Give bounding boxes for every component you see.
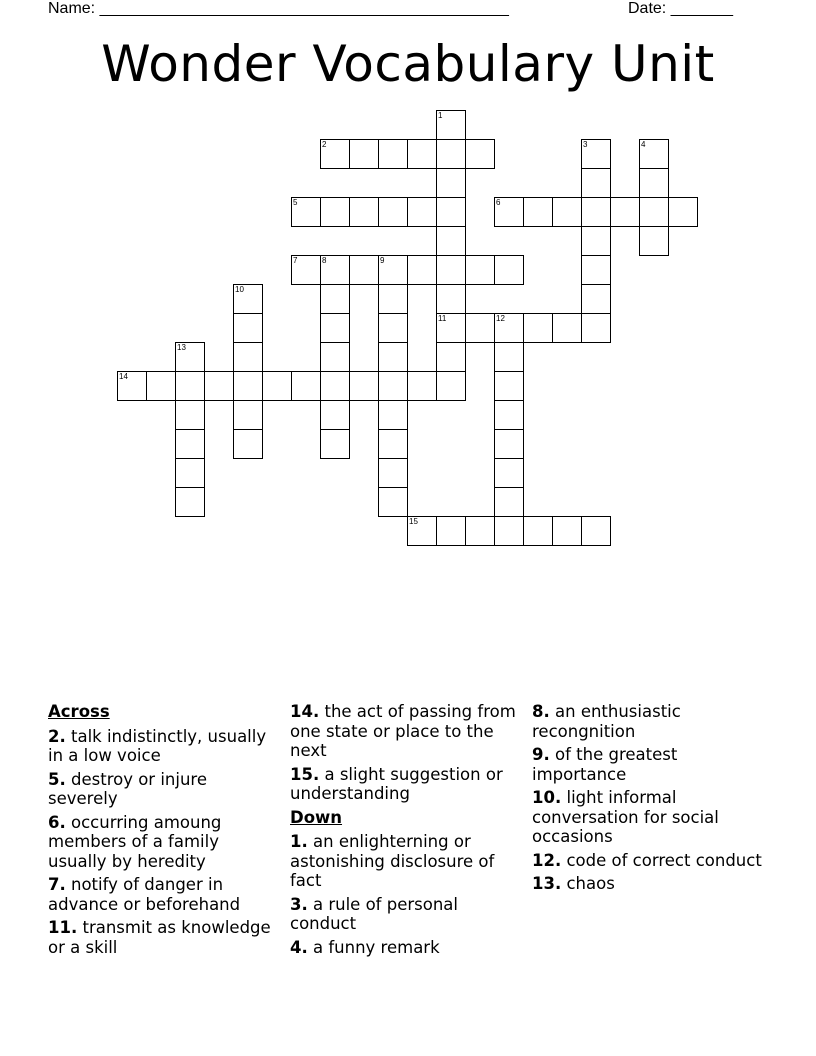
clue-number: 15. xyxy=(290,764,320,784)
crossword-cell[interactable] xyxy=(175,342,205,372)
down-heading: Down xyxy=(290,807,343,827)
crossword-cell[interactable] xyxy=(320,400,350,430)
crossword-cell[interactable] xyxy=(291,371,321,401)
crossword-cell[interactable] xyxy=(146,371,176,401)
crossword-cell[interactable] xyxy=(378,139,408,169)
clue-down-4 xyxy=(290,938,522,958)
clue-across-2 xyxy=(48,727,280,766)
crossword-cell[interactable] xyxy=(378,197,408,227)
clue-text: a funny remark xyxy=(313,937,440,957)
clue-across-11 xyxy=(48,918,280,957)
clues-column-1 xyxy=(48,702,280,961)
crossword-cell[interactable] xyxy=(407,371,437,401)
crossword-cell[interactable] xyxy=(262,371,292,401)
crossword-cell[interactable] xyxy=(349,371,379,401)
crossword-cell[interactable] xyxy=(581,284,611,314)
crossword-cell[interactable] xyxy=(581,168,611,198)
crossword-cell[interactable] xyxy=(494,516,524,546)
crossword-cell[interactable] xyxy=(378,458,408,488)
crossword-cell[interactable] xyxy=(378,255,408,285)
clues-column-3 xyxy=(532,702,764,898)
header xyxy=(48,0,748,20)
crossword-cell[interactable] xyxy=(436,110,466,140)
crossword-cell[interactable] xyxy=(175,487,205,517)
crossword-cell[interactable] xyxy=(378,284,408,314)
clue-number: 6. xyxy=(48,812,66,832)
cell-number: 4 xyxy=(641,140,646,149)
cell-number: 5 xyxy=(293,198,298,207)
crossword-cell[interactable] xyxy=(552,516,582,546)
clue-across-7 xyxy=(48,875,280,914)
clue-down-1 xyxy=(290,832,522,891)
clue-number: 13. xyxy=(532,874,562,893)
cell-number: 11 xyxy=(438,314,447,323)
clue-across-6 xyxy=(48,813,280,872)
crossword-cell[interactable] xyxy=(320,139,350,169)
crossword-cell[interactable] xyxy=(320,429,350,459)
clue-number: 7. xyxy=(48,875,66,894)
crossword-cell[interactable] xyxy=(291,255,321,285)
crossword-cell[interactable] xyxy=(233,342,263,372)
clue-across-14 xyxy=(290,702,522,761)
cell-number: 2 xyxy=(322,140,327,149)
crossword-cell[interactable] xyxy=(668,197,698,227)
name-field[interactable]: Name: ______________________________________________ xyxy=(48,0,509,17)
cell-number: 12 xyxy=(496,314,505,323)
cell-number: 3 xyxy=(583,140,588,149)
crossword-cell[interactable] xyxy=(436,313,466,343)
crossword-cell[interactable] xyxy=(436,284,466,314)
clue-number: 4. xyxy=(290,937,308,957)
crossword-cell[interactable] xyxy=(291,197,321,227)
crossword-cell[interactable] xyxy=(349,197,379,227)
clue-text: notify of danger in advance or beforehand xyxy=(48,875,241,914)
crossword-cell[interactable] xyxy=(320,255,350,285)
crossword-cell[interactable] xyxy=(610,197,640,227)
crossword-cell[interactable] xyxy=(204,371,234,401)
clue-text: destroy or injure severely xyxy=(48,769,207,808)
crossword-cell[interactable] xyxy=(494,487,524,517)
crossword-cell[interactable] xyxy=(407,255,437,285)
clue-number: 14. xyxy=(290,702,320,721)
crossword-cell[interactable] xyxy=(407,197,437,227)
crossword-cell[interactable] xyxy=(523,197,553,227)
crossword-cell[interactable] xyxy=(233,313,263,343)
crossword-cell[interactable] xyxy=(407,516,437,546)
clue-text: of the greatest importance xyxy=(532,745,678,784)
cell-number: 10 xyxy=(235,285,244,294)
crossword-cell[interactable] xyxy=(581,139,611,169)
clue-number: 10. xyxy=(532,788,562,807)
cell-number: 13 xyxy=(177,343,186,352)
cell-number: 6 xyxy=(496,198,501,207)
crossword-cell[interactable] xyxy=(320,371,350,401)
crossword-cell[interactable] xyxy=(378,342,408,372)
crossword-cell[interactable] xyxy=(233,371,263,401)
clue-number: 3. xyxy=(290,894,308,914)
clue-down-13 xyxy=(532,874,764,894)
crossword-cell[interactable] xyxy=(378,371,408,401)
crossword-cell[interactable] xyxy=(581,313,611,343)
clue-number: 12. xyxy=(532,850,562,870)
crossword-cell[interactable] xyxy=(175,429,205,459)
crossword-cell[interactable] xyxy=(349,255,379,285)
clue-number: 8. xyxy=(532,702,550,721)
clue-number: 11. xyxy=(48,918,78,937)
crossword-cell[interactable] xyxy=(407,139,437,169)
crossword-cell[interactable] xyxy=(436,371,466,401)
clue-text: code of correct conduct xyxy=(566,850,762,870)
clue-across-15 xyxy=(290,765,522,804)
cell-number: 8 xyxy=(322,256,327,265)
crossword-cell[interactable] xyxy=(581,197,611,227)
clue-text: an enthusiastic recongnition xyxy=(532,702,681,741)
crossword-cell[interactable] xyxy=(436,342,466,372)
clue-text: occurring amoung members of a family usually by heredity xyxy=(48,812,222,871)
clue-across-5 xyxy=(48,770,280,809)
crossword-cell[interactable] xyxy=(494,458,524,488)
page-title: Wonder Vocabulary Unit xyxy=(101,35,715,93)
clue-text: the act of passing from one state or place to the next xyxy=(290,702,516,760)
crossword-cell[interactable] xyxy=(320,284,350,314)
crossword-cell[interactable] xyxy=(639,226,669,256)
crossword-cell[interactable] xyxy=(465,255,495,285)
crossword-cell[interactable] xyxy=(436,168,466,198)
crossword-cell[interactable] xyxy=(494,313,524,343)
crossword-cell[interactable] xyxy=(378,487,408,517)
crossword-cell[interactable] xyxy=(378,400,408,430)
cell-number: 9 xyxy=(380,256,385,265)
clue-text: talk indistinctly, usually in a low voice xyxy=(48,726,267,765)
crossword-cell[interactable] xyxy=(494,197,524,227)
crossword-cell[interactable] xyxy=(233,400,263,430)
crossword-cell[interactable] xyxy=(494,342,524,372)
crossword-cell[interactable] xyxy=(465,516,495,546)
clue-text: chaos xyxy=(566,874,615,893)
crossword-cell[interactable] xyxy=(494,400,524,430)
clue-text: a rule of personal conduct xyxy=(290,894,458,933)
crossword-cell[interactable] xyxy=(581,516,611,546)
crossword-cell[interactable] xyxy=(436,139,466,169)
clue-down-9 xyxy=(532,745,764,784)
crossword-cell[interactable] xyxy=(436,516,466,546)
crossword-cell[interactable] xyxy=(175,400,205,430)
clue-down-10 xyxy=(532,788,764,847)
crossword-cell[interactable] xyxy=(175,371,205,401)
clue-down-3 xyxy=(290,895,522,934)
crossword-cell[interactable] xyxy=(639,139,669,169)
crossword-cell[interactable] xyxy=(494,371,524,401)
crossword-cell[interactable] xyxy=(494,429,524,459)
crossword-cell[interactable] xyxy=(639,168,669,198)
crossword-cell[interactable] xyxy=(436,197,466,227)
crossword-cell[interactable] xyxy=(581,255,611,285)
crossword-cell[interactable] xyxy=(523,313,553,343)
cell-number: 7 xyxy=(293,256,298,265)
crossword-cell[interactable] xyxy=(552,197,582,227)
crossword-cell[interactable] xyxy=(175,458,205,488)
clue-text: light informal conversation for social occasions xyxy=(532,788,719,846)
clue-down-8 xyxy=(532,702,764,741)
across-heading: Across xyxy=(48,702,110,721)
clue-number: 2. xyxy=(48,726,66,746)
clues-column-2 xyxy=(290,702,522,961)
crossword-cell[interactable] xyxy=(436,226,466,256)
crossword-cell[interactable] xyxy=(320,197,350,227)
crossword-cell[interactable] xyxy=(349,139,379,169)
crossword-cell[interactable] xyxy=(320,313,350,343)
crossword-cell[interactable] xyxy=(552,313,582,343)
crossword-cell[interactable] xyxy=(233,429,263,459)
crossword-cell[interactable] xyxy=(523,516,553,546)
clue-number: 5. xyxy=(48,769,66,789)
crossword-cell[interactable] xyxy=(117,371,147,401)
date-field[interactable]: Date: _______ xyxy=(628,0,733,17)
cell-number: 15 xyxy=(409,517,418,526)
clue-down-12 xyxy=(532,851,764,871)
crossword-cell[interactable] xyxy=(436,255,466,285)
crossword-cell[interactable] xyxy=(494,255,524,285)
crossword-cell[interactable] xyxy=(378,429,408,459)
cell-number: 14 xyxy=(119,372,128,381)
cell-number: 1 xyxy=(438,111,443,120)
crossword-cell[interactable] xyxy=(320,342,350,372)
crossword-cell[interactable] xyxy=(233,284,263,314)
crossword-cell[interactable] xyxy=(378,313,408,343)
crossword-cell[interactable] xyxy=(465,313,495,343)
clue-number: 9. xyxy=(532,745,550,764)
clue-text: an enlighterning or astonishing disclosure of fact xyxy=(290,832,495,890)
crossword-cell[interactable] xyxy=(465,139,495,169)
crossword-cell[interactable] xyxy=(581,226,611,256)
clue-text: transmit as knowledge or a skill xyxy=(48,918,271,957)
clue-number: 1. xyxy=(290,832,308,851)
clue-text: a slight suggestion or understanding xyxy=(290,764,503,803)
crossword-cell[interactable] xyxy=(639,197,669,227)
